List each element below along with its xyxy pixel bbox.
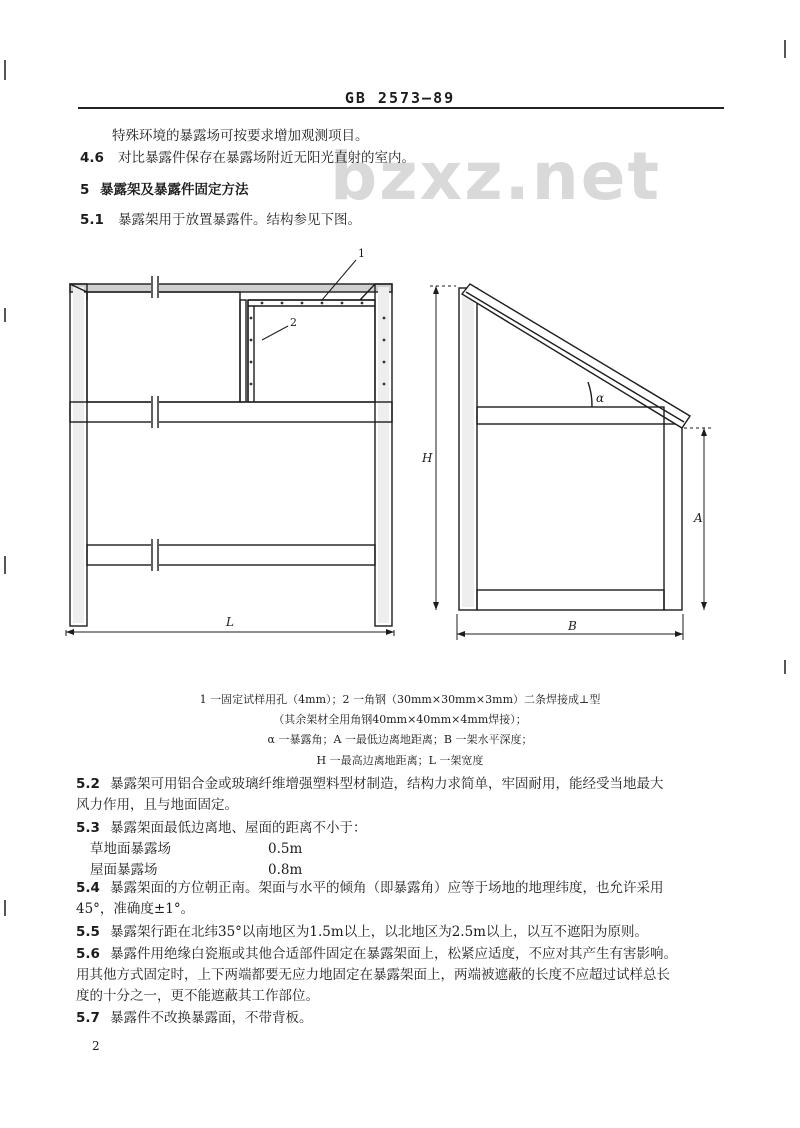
callout-1-leader [322,260,356,300]
distance-row-label: 草地面暴露场 [90,841,171,857]
callout-1-label: 1 [358,247,365,260]
dim-label-L: L [226,615,234,629]
clause-text: 对比暴露件保存在暴露场附近无阳光直射的室内。 [118,150,415,166]
section-number: 5 [80,182,90,198]
standard-code: GB 2573—89 [344,89,456,107]
distance-row-value: 0.5m [268,841,303,857]
clause-number: 5.5 [76,924,100,940]
clause-number: 5.4 [76,880,100,896]
clause-number: 5.2 [76,776,100,792]
side-upper-rail [477,407,664,424]
distance-row [76,839,726,860]
callout-2-label: 2 [290,316,297,329]
clause-number: 5.6 [76,946,100,962]
clause-number: 5.7 [76,1010,100,1026]
figure-caption-line-2: （其余架材全用角钢40mm×40mm×4mm焊接）； [273,713,527,726]
clause-5-2 [76,774,726,816]
clause-5-3 [76,818,726,881]
clause-text: 暴露架用于放置暴露件。结构参见下图。 [118,212,361,228]
figure-caption-line-4: H 一最高边离地距离；L 一架宽度 [316,754,484,767]
page-number: 2 [92,1039,100,1053]
figure-caption-line-3: α 一暴露角；A 一最低边离地距离；B 一架水平深度； [267,733,533,746]
figure-caption-line-1: 1 一固定试样用孔（4mm）；2 一角钢（30mm×30mm×3mm）二条焊接成⊥型 [199,693,601,706]
clause-text: 暴露架面最低边离地、屋面的距离不小于： [110,820,367,836]
clause-5-6 [76,944,726,1007]
intro-line: 特殊环境的暴露场可按要求增加观测项目。 [112,128,369,144]
clause-text-cont: 用其他方式固定时，上下两端都要无应力地固定在暴露架面上，两端被遮蔽的长度不应超过试样总长 [76,967,670,983]
clause-number: 4.6 [80,150,104,166]
clause-text: 暴露件用绝缘白瓷瓶或其他合适部件固定在暴露架面上，松紧应适度，不应对其产生有害影响。 [110,946,677,962]
front-left-panel [87,292,240,402]
side-front-leg [664,424,682,610]
side-lower-rail [477,590,664,610]
clause-5-5 [76,922,726,943]
section-title: 暴露架及暴露件固定方法 [100,182,249,198]
distance-row-value: 0.8m [268,862,303,878]
clause-text: 暴露件不改换暴露面，不带背板。 [110,1010,313,1026]
scan-edge-mark [4,900,6,916]
break-marks [151,276,159,571]
clause-number: 5.1 [80,212,104,228]
clause-text-cont: 45°，准确度±1°。 [76,901,195,917]
clause-text: 暴露架行距在北纬35°以南地区为1.5m以上，以北地区为2.5m以上，以互不遮阳为原则。 [110,924,648,940]
front-right-panel [248,300,375,402]
front-middle-rail [70,402,392,422]
mounting-holes [250,302,386,386]
dim-label-B: B [568,619,577,633]
clause-5-4 [76,878,726,920]
front-center-post [240,300,246,402]
distance-row-label: 屋面暴露场 [90,862,158,878]
clause-text-cont: 风力作用，且与地面固定。 [76,797,238,813]
angle-arc [588,382,592,407]
dim-label-H: H [422,451,433,465]
dim-label-A: A [694,511,703,525]
clause-number: 5.3 [76,820,100,836]
angle-label: α [596,391,605,405]
clause-5-7 [76,1008,726,1029]
callout-2-leader [262,326,288,340]
clause-text: 暴露架面的方位朝正南。架面与水平的倾角（即暴露角）应等于场地的地理纬度，也允许采用 [110,880,664,896]
clause-text: 暴露架可用铝合金或玻璃纤维增强塑料型材制造，结构力求简单，牢固耐用，能经受当地最大 [110,776,664,792]
clause-text-cont: 度的十分之一，更不能遮蔽其工作部位。 [76,988,319,1004]
front-lower-rail [87,545,375,565]
front-top-rail [70,284,392,292]
watermark: bzxz.net [330,138,662,215]
